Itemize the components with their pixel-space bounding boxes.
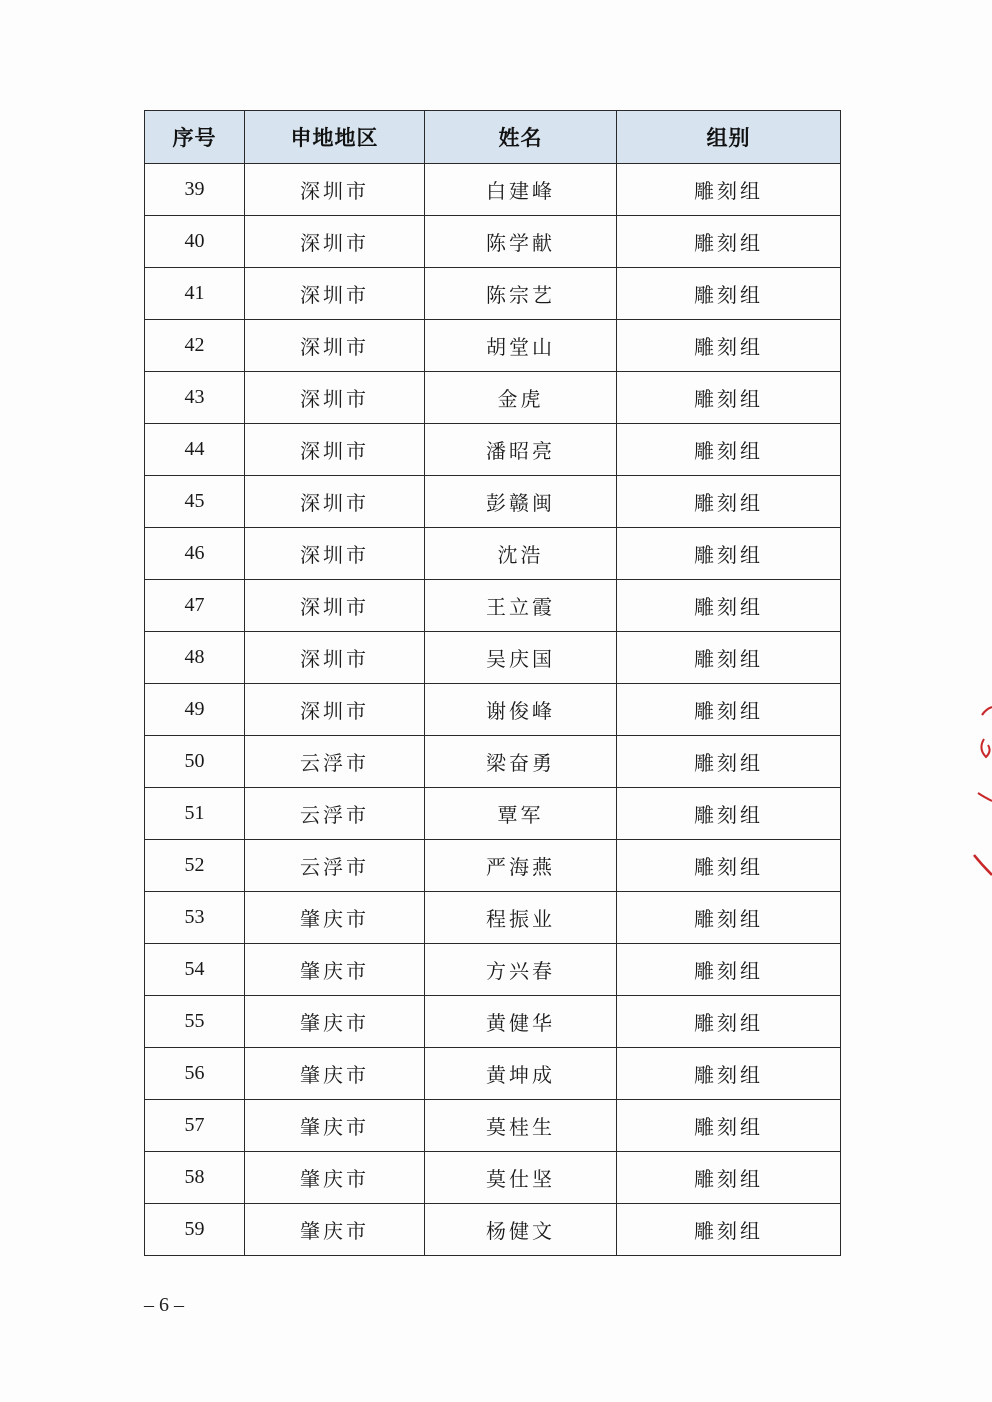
cell-name: 彭赣闽 <box>425 476 617 528</box>
cell-number: 41 <box>145 268 245 320</box>
table-row <box>145 424 841 476</box>
table-header-row <box>145 111 841 164</box>
cell-name: 黄健华 <box>425 996 617 1048</box>
cell-name: 覃军 <box>425 788 617 840</box>
table-row <box>145 580 841 632</box>
table-row <box>145 996 841 1048</box>
cell-group: 雕刻组 <box>617 1100 841 1152</box>
cell-name: 杨健文 <box>425 1204 617 1256</box>
cell-name: 王立霞 <box>425 580 617 632</box>
table-row <box>145 840 841 892</box>
cell-number: 59 <box>145 1204 245 1256</box>
cell-name: 白建峰 <box>425 164 617 216</box>
table-row <box>145 788 841 840</box>
cell-group: 雕刻组 <box>617 1204 841 1256</box>
table-row <box>145 320 841 372</box>
cell-region: 云浮市 <box>245 736 425 788</box>
cell-region: 深圳市 <box>245 580 425 632</box>
cell-number: 44 <box>145 424 245 476</box>
table-row <box>145 892 841 944</box>
table-row <box>145 736 841 788</box>
cell-number: 43 <box>145 372 245 424</box>
column-header-group: 组别 <box>617 111 841 164</box>
cell-number: 51 <box>145 788 245 840</box>
cell-region: 深圳市 <box>245 684 425 736</box>
table-row <box>145 268 841 320</box>
cell-number: 50 <box>145 736 245 788</box>
cell-name: 严海燕 <box>425 840 617 892</box>
cell-region: 深圳市 <box>245 216 425 268</box>
cell-name: 潘昭亮 <box>425 424 617 476</box>
cell-group: 雕刻组 <box>617 372 841 424</box>
cell-name: 莫桂生 <box>425 1100 617 1152</box>
cell-name: 黄坤成 <box>425 1048 617 1100</box>
table-row <box>145 164 841 216</box>
cell-number: 47 <box>145 580 245 632</box>
cell-name: 莫仕坚 <box>425 1152 617 1204</box>
cell-name: 沈浩 <box>425 528 617 580</box>
cell-group: 雕刻组 <box>617 476 841 528</box>
cell-number: 57 <box>145 1100 245 1152</box>
cell-number: 54 <box>145 944 245 996</box>
cell-group: 雕刻组 <box>617 268 841 320</box>
cell-number: 40 <box>145 216 245 268</box>
cell-region: 深圳市 <box>245 320 425 372</box>
cell-name: 方兴春 <box>425 944 617 996</box>
cell-group: 雕刻组 <box>617 164 841 216</box>
cell-region: 肇庆市 <box>245 1100 425 1152</box>
table-row <box>145 216 841 268</box>
cell-number: 42 <box>145 320 245 372</box>
table-row <box>145 476 841 528</box>
cell-number: 39 <box>145 164 245 216</box>
cell-name: 胡堂山 <box>425 320 617 372</box>
cell-group: 雕刻组 <box>617 1048 841 1100</box>
table-row <box>145 944 841 996</box>
cell-number: 52 <box>145 840 245 892</box>
cell-region: 深圳市 <box>245 268 425 320</box>
cell-group: 雕刻组 <box>617 528 841 580</box>
cell-group: 雕刻组 <box>617 580 841 632</box>
cell-number: 46 <box>145 528 245 580</box>
cell-region: 肇庆市 <box>245 1152 425 1204</box>
cell-region: 深圳市 <box>245 372 425 424</box>
cell-group: 雕刻组 <box>617 788 841 840</box>
cell-group: 雕刻组 <box>617 736 841 788</box>
cell-group: 雕刻组 <box>617 632 841 684</box>
table-body <box>145 164 841 1256</box>
cell-group: 雕刻组 <box>617 840 841 892</box>
cell-number: 55 <box>145 996 245 1048</box>
cell-group: 雕刻组 <box>617 684 841 736</box>
cell-name: 陈学献 <box>425 216 617 268</box>
cell-group: 雕刻组 <box>617 944 841 996</box>
cell-region: 深圳市 <box>245 632 425 684</box>
cell-number: 53 <box>145 892 245 944</box>
cell-region: 肇庆市 <box>245 996 425 1048</box>
cell-name: 吴庆国 <box>425 632 617 684</box>
table-row <box>145 1048 841 1100</box>
cell-region: 深圳市 <box>245 528 425 580</box>
table-row <box>145 632 841 684</box>
partial-red-seal-icon <box>948 705 992 895</box>
cell-name: 程振业 <box>425 892 617 944</box>
cell-number: 48 <box>145 632 245 684</box>
cell-name: 谢俊峰 <box>425 684 617 736</box>
table-row <box>145 1152 841 1204</box>
cell-number: 45 <box>145 476 245 528</box>
cell-number: 49 <box>145 684 245 736</box>
cell-region: 深圳市 <box>245 164 425 216</box>
table-row <box>145 1100 841 1152</box>
column-header-name: 姓名 <box>425 111 617 164</box>
column-header-number: 序号 <box>145 111 245 164</box>
cell-group: 雕刻组 <box>617 320 841 372</box>
roster-table <box>144 110 841 1256</box>
cell-name: 梁奋勇 <box>425 736 617 788</box>
cell-region: 云浮市 <box>245 788 425 840</box>
table-row <box>145 372 841 424</box>
cell-group: 雕刻组 <box>617 424 841 476</box>
cell-region: 云浮市 <box>245 840 425 892</box>
column-header-region: 申地地区 <box>245 111 425 164</box>
cell-region: 肇庆市 <box>245 944 425 996</box>
cell-group: 雕刻组 <box>617 996 841 1048</box>
cell-region: 深圳市 <box>245 476 425 528</box>
cell-name: 陈宗艺 <box>425 268 617 320</box>
cell-region: 肇庆市 <box>245 1048 425 1100</box>
table-row <box>145 1204 841 1256</box>
cell-number: 58 <box>145 1152 245 1204</box>
page-number: – 6 – <box>144 1294 184 1316</box>
cell-region: 肇庆市 <box>245 892 425 944</box>
cell-region: 深圳市 <box>245 424 425 476</box>
cell-region: 肇庆市 <box>245 1204 425 1256</box>
cell-name: 金虎 <box>425 372 617 424</box>
table-row <box>145 528 841 580</box>
cell-group: 雕刻组 <box>617 892 841 944</box>
cell-number: 56 <box>145 1048 245 1100</box>
cell-group: 雕刻组 <box>617 216 841 268</box>
table-row <box>145 684 841 736</box>
cell-group: 雕刻组 <box>617 1152 841 1204</box>
